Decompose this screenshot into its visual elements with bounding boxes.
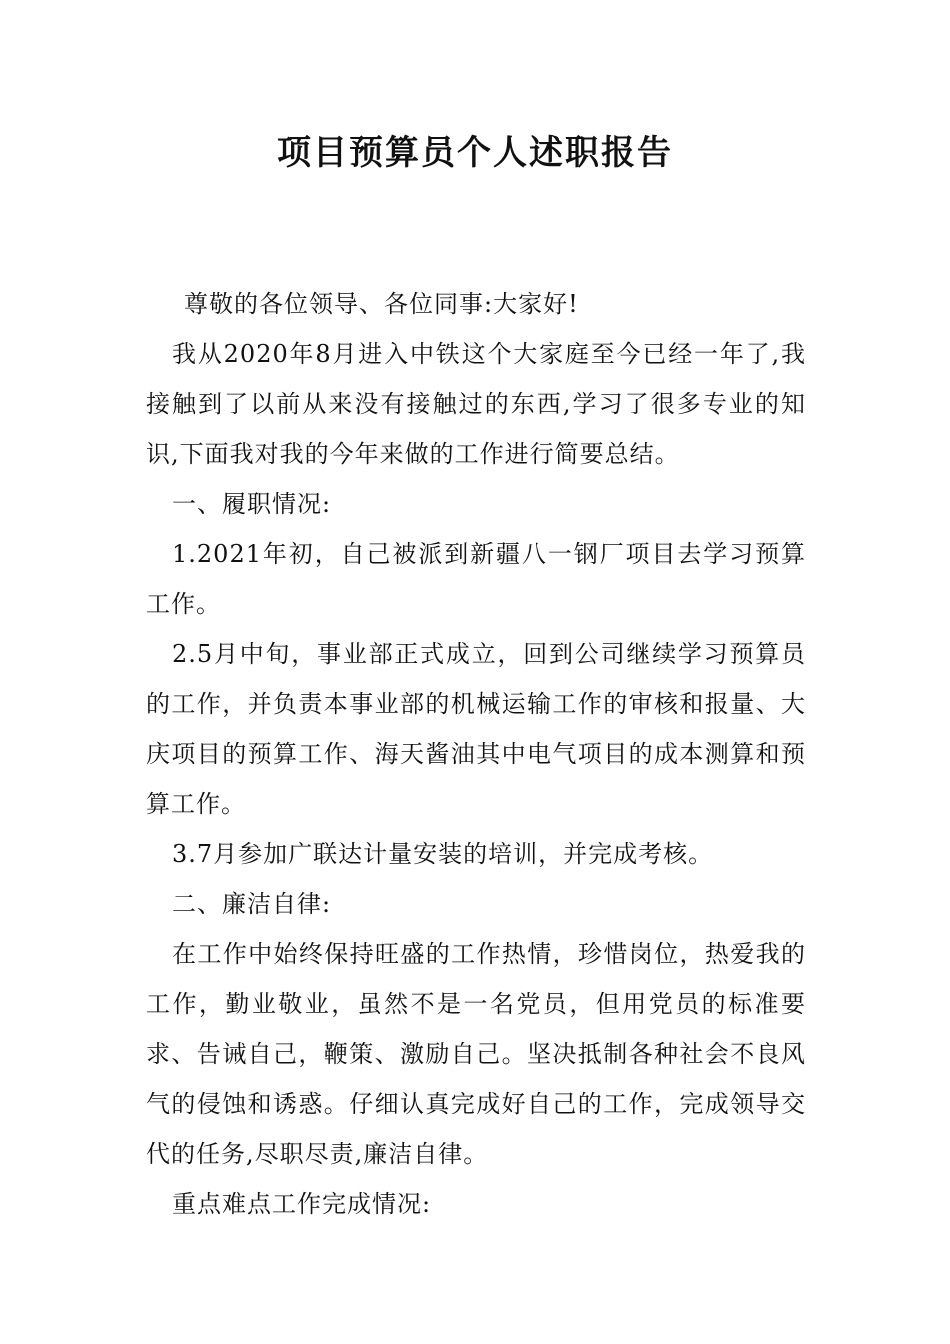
intro-paragraph: 我从2020年8月进入中铁这个大家庭至今已经一年了,我接触到了以前从来没有接触过的东西,学习了很多专业的知识,下面我对我的今年来做的工作进行简要总结。 [146, 340, 806, 468]
document-body [146, 279, 806, 1229]
document-title: 项目预算员个人述职报告 [277, 133, 673, 173]
greeting-paragraph: 尊敬的各位领导、各位同事:大家好! [184, 290, 579, 318]
duty-item-2: 2.5月中旬，事业部正式成立，回到公司继续学习预算员的工作，并负责本事业部的机械运输工作的审核和报量、大庆项目的预算工作、海天酱油其中电气项目的成本测算和预算工作。 [146, 640, 806, 818]
section-heading-duties: 一、履职情况: [172, 490, 332, 518]
section-heading-key-work: 重点难点工作完成情况: [172, 1190, 432, 1218]
duty-item-3: 3.7月参加广联达计量安装的培训，并完成考核。 [172, 840, 714, 868]
duty-item-1: 1.2021年初，自己被派到新疆八一钢厂项目去学习预算工作。 [146, 540, 806, 618]
integrity-paragraph: 在工作中始终保持旺盛的工作热情，珍惜岗位，热爱我的工作，勤业敬业，虽然不是一名党员，但用党员的标准要求、告诫自己，鞭策、激励自己。坚决抵制各种社会不良风气的侵蚀和诱惑。仔细认真完成好自己的工作，完成领导交代的任务,尽职尽责,廉洁自律。 [146, 940, 806, 1168]
section-heading-integrity: 二、廉洁自律: [172, 890, 332, 918]
